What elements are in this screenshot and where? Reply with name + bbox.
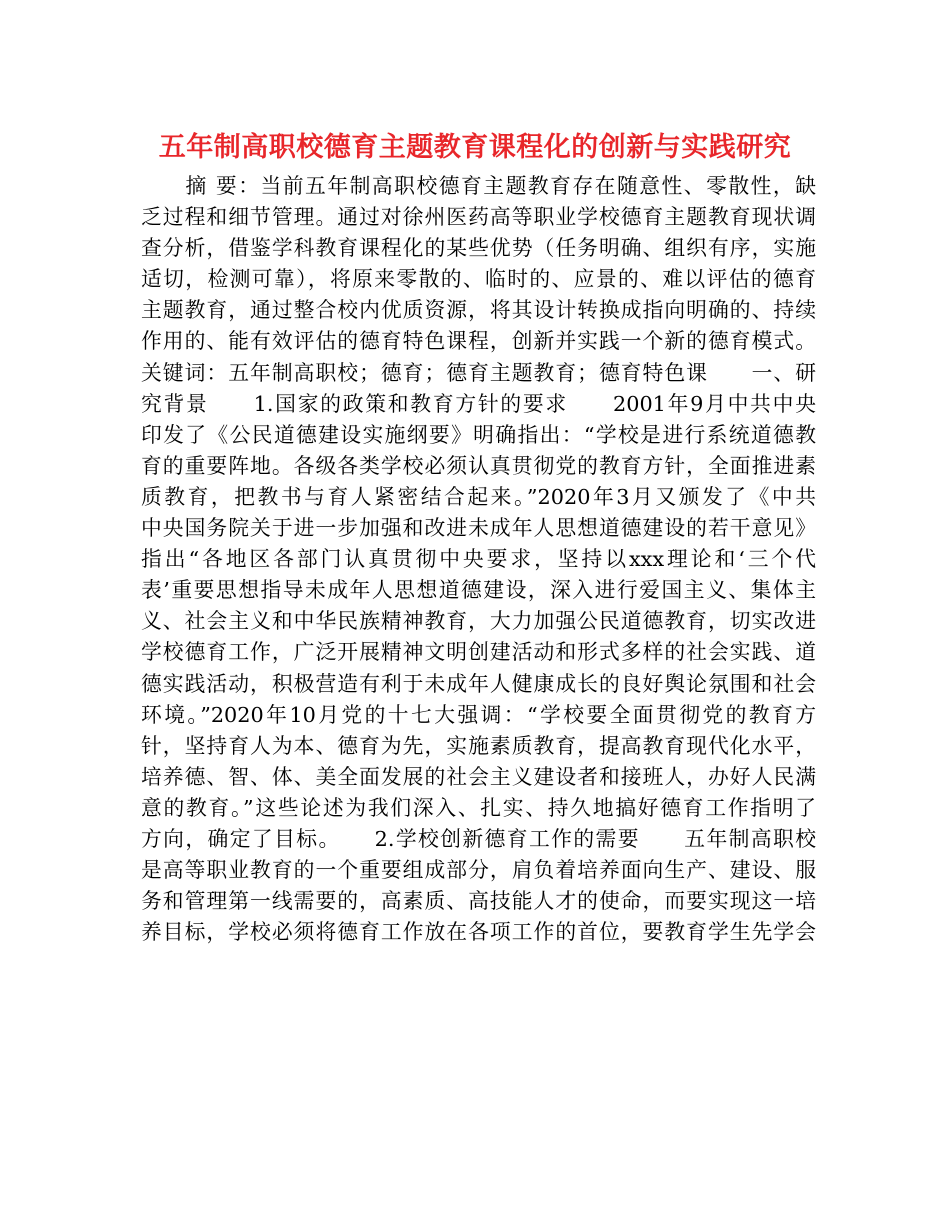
body-line: 中央国务院关于进一步加强和改进未成年人思想道德建设的若干意见》 <box>141 516 816 541</box>
body-line: 印发了《公民道德建设实施纲要》明确指出：“学校是进行系统道德教 <box>141 422 816 447</box>
body-line: 意的教育。”这些论述为我们深入、扎实、持久地搞好德育工作指明了 <box>141 795 816 820</box>
body-line: 适切，检测可靠），将原来零散的、临时的、应景的、难以评估的德育 <box>141 267 816 292</box>
body-line: 是高等职业教育的一个重要组成部分，肩负着培养面向生产、建设、服 <box>141 858 816 883</box>
document-body <box>141 171 816 948</box>
body-line: 究背景 1.国家的政策和教育方针的要求 2001年9月中共中央 <box>141 391 816 416</box>
body-line: 学校德育工作，广泛开展精神文明创建活动和形式多样的社会实践、道 <box>141 640 816 665</box>
body-line: 义、社会主义和中华民族精神教育，大力加强公民道德教育，切实改进 <box>141 609 816 634</box>
body-line: 务和管理第一线需要的，高素质、高技能人才的使命，而要实现这一培 <box>141 889 816 914</box>
body-line: 摘 要：当前五年制高职校德育主题教育存在随意性、零散性，缺 <box>141 174 816 198</box>
body-line: 查分析，借鉴学科教育课程化的某些优势（任务明确、组织有序，实施 <box>141 236 816 261</box>
body-line: 乏过程和细节管理。通过对徐州医药高等职业学校德育主题教育现状调 <box>141 205 816 230</box>
document-title: 五年制高职校德育主题教育课程化的创新与实践研究 <box>158 132 792 163</box>
body-line: 德实践活动，积极营造有利于未成年人健康成长的良好舆论氛围和社会 <box>141 671 816 696</box>
body-line: 表’重要思想指导未成年人思想道德建设，深入进行爱国主义、集体主 <box>141 578 816 603</box>
body-line: 关键词：五年制高职校；德育；德育主题教育；德育特色课 一、研 <box>141 360 816 385</box>
body-line: 养目标，学校必须将德育工作放在各项工作的首位，要教育学生先学会 <box>141 920 816 945</box>
body-line: 作用的、能有效评估的德育特色课程，创新并实践一个新的德育模式。 <box>141 329 816 354</box>
body-line: 培养德、智、体、美全面发展的社会主义建设者和接班人，办好人民满 <box>141 764 816 789</box>
body-line: 方向，确定了目标。 2.学校创新德育工作的需要 五年制高职校 <box>141 826 816 851</box>
body-line: 质教育，把教书与育人紧密结合起来。”2020年3月又颁发了《中共 <box>141 484 816 509</box>
body-line: 主题教育，通过整合校内优质资源，将其设计转换成指向明确的、持续 <box>141 298 816 323</box>
body-line: 针，坚持育人为本、德育为先，实施素质教育，提高教育现代化水平， <box>141 733 816 758</box>
body-line: 指出“各地区各部门认真贯彻中央要求，坚持以xxx理论和‘三个代 <box>141 547 816 572</box>
body-line: 育的重要阵地。各级各类学校必须认真贯彻党的教育方针，全面推进素 <box>141 453 816 478</box>
body-line: 环境。”2020年10月党的十七大强调：“学校要全面贯彻党的教育方 <box>141 702 816 727</box>
